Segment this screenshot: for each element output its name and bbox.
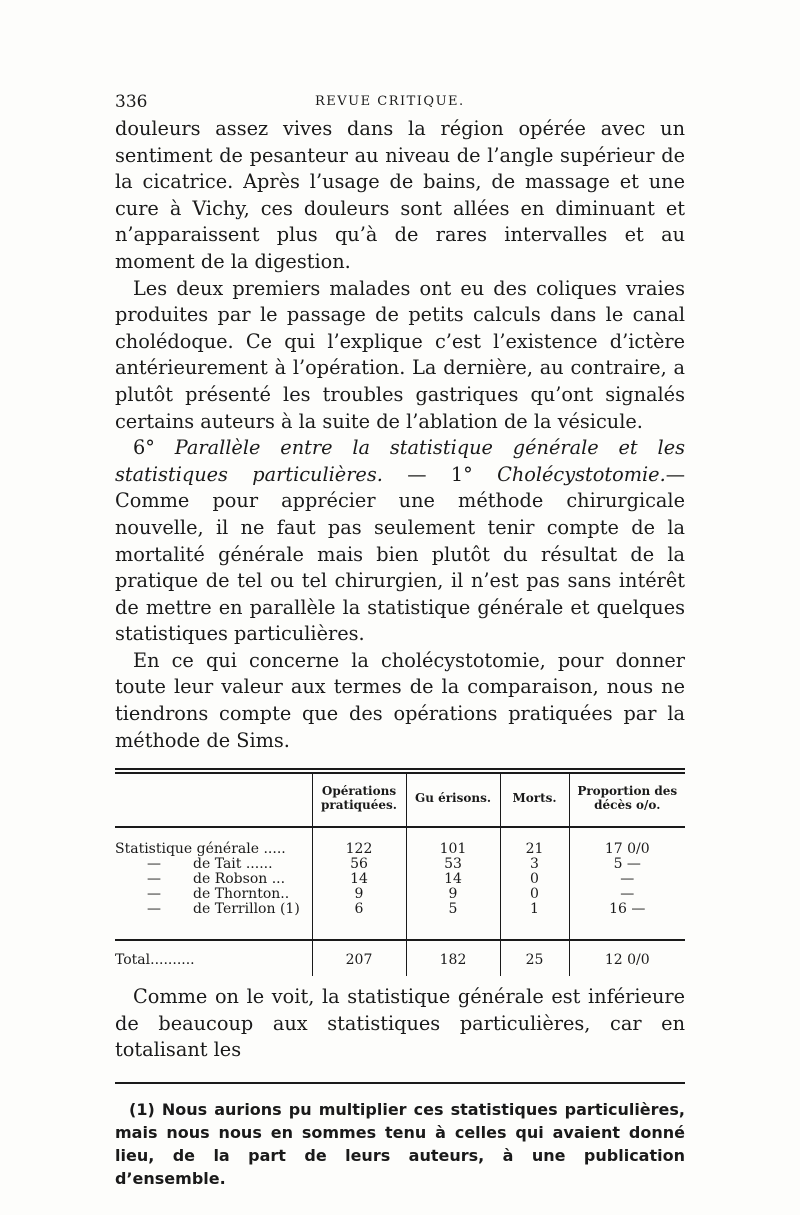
row-label [115,827,312,857]
cell-proportion: — [569,887,685,902]
paragraph-1: douleurs assez vives dans la région opérée avec un sentiment de pesanteur au niveau de l’angle supérieur de la cicatrice. Après l’usage de bains, de massage et une cure à Vichy, ces douleurs sont allées en diminuant et n’apparaissent plus qu’à de rares intervalles et au moment de la digestion. [115,117,685,273]
cell-guerisons: 53 [406,857,500,872]
cell-proportion: 5 — [569,857,685,872]
page-number: 336 [115,92,148,112]
paragraph-3-text: — Comme pour apprécier une méthode chirurgicale nouvelle, il ne faut pas seulement tenir compte de la mortalité générale mais bien plutôt du résultat de la pratique de tel ou tel chirurgien, il n’est pas sans intérêt de mettre en parallèle la statistique générale et quelques statistiques particulières. [115,462,686,646]
header-label [115,771,312,827]
running-head [115,92,685,116]
row-name: de Terrillon (1) [193,901,300,918]
cell-operations: 14 [312,872,406,887]
table-row [115,827,685,857]
row-label [115,902,312,940]
total-operations: 207 [312,940,406,976]
row-prefix: — [147,901,161,918]
paragraph-4: En ce qui concerne la cholécystotomie, pour donner toute leur valeur aux termes de la comparaison, nous ne tiendrons compte que des opérations pratiquées par la méthode de Sims. [115,648,685,752]
row-name: de Tait ...... [193,856,273,873]
total-label: Total.......... [115,952,195,969]
cell-operations: 9 [312,887,406,902]
row-name: générale ..... [196,841,286,858]
cell-guerisons: 101 [406,827,500,857]
row-prefix: — [147,886,161,903]
cell-proportion: 16 — [569,902,685,940]
header-guerisons: Gu érisons. [406,771,500,827]
total-guerisons: 182 [406,940,500,976]
table-total-row [115,940,685,976]
section-separator: — 1° [382,462,498,486]
cell-morts: 3 [500,857,569,872]
row-label [115,872,312,887]
total-morts: 25 [500,940,569,976]
cell-proportion: 17 0/0 [569,827,685,857]
cell-guerisons: 14 [406,872,500,887]
table-row [115,872,685,887]
row-prefix: — [147,871,161,888]
footnote-rule [115,1082,685,1084]
cell-guerisons: 5 [406,902,500,940]
cell-proportion: — [569,872,685,887]
cell-morts: 0 [500,872,569,887]
footnote: (1) Nous aurions pu multiplier ces statistiques particulières, mais nous nous en sommes tenu à celles qui avaient donné lieu, de la part de leurs auteurs, à une publication d’ensemble. [115,1100,685,1189]
table-row [115,887,685,902]
section-title: Parallèle entre la statistique générale et les statistiques particulières. [115,436,685,486]
cell-guerisons: 9 [406,887,500,902]
cell-operations: 122 [312,827,406,857]
cell-morts: 0 [500,887,569,902]
paragraph-2: Les deux premiers malades ont eu des coliques vraies produites par le passage de petits calculs dans le canal cholédoque. Ce qui l’explique c’est l’existence d’ictère antérieurement à l’opération. La dernière, au contraire, a plutôt présenté les troubles gastriques qu’ont signalés certains auteurs à la suite de l’ablation de la vésicule. [115,276,685,433]
total-proportion: 12 0/0 [569,940,685,976]
running-title: REVUE CRITIQUE. [315,94,465,109]
cell-morts: 1 [500,902,569,940]
header-proportion: Proportion des décès o/o. [569,771,685,827]
page [115,92,685,1190]
row-label [115,887,312,902]
table-row [115,857,685,872]
cell-operations: 6 [312,902,406,940]
paragraph-5: Comme on le voit, la statistique générale est inférieure de beaucoup aux statistiques particulières, car en totalisant les [115,985,685,1062]
row-prefix: Statistique [115,841,193,858]
header-morts: Morts. [500,771,569,827]
statistics-table [115,768,685,976]
section-number: 6° [133,436,175,460]
cell-morts: 21 [500,827,569,857]
paragraph-3 [115,435,685,648]
header-operations: Opérations pratiquées. [312,771,406,827]
row-name: de Robson ... [193,871,286,888]
table-row [115,902,685,940]
cell-operations: 56 [312,857,406,872]
table-header-row [115,771,685,827]
row-label [115,857,312,872]
subsection-title: Cholécystotomie. [497,462,666,486]
row-name: de Thornton.. [193,886,290,903]
row-prefix: — [147,856,161,873]
